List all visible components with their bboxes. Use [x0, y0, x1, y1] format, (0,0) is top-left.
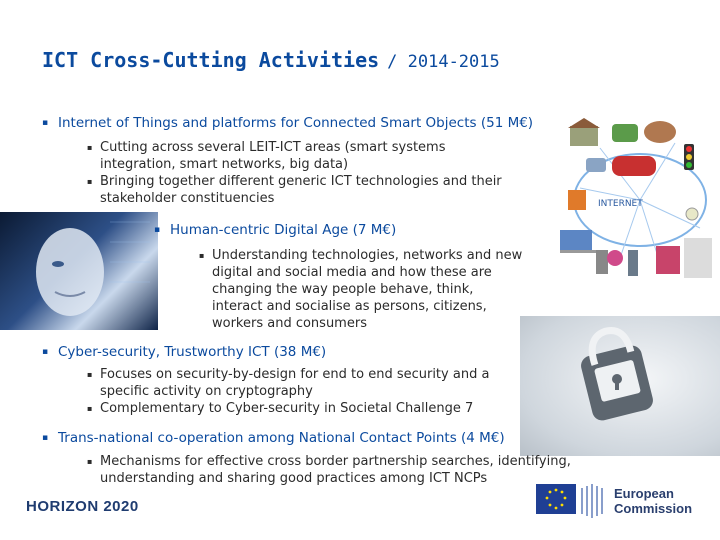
- bullet-cyber-security: ▪ Cyber-security, Trustworthy ICT (38 M€): [58, 344, 326, 360]
- sub-bullet-ncp-1: ▪ Mechanisms for effective cross border partnership searches, identifying, understanding and sharing good practices among ICT NCPs: [100, 453, 615, 487]
- iot-illustration: [560, 118, 720, 288]
- sub-bullet-cyber-1: ▪ Focuses on security-by-design for end to end security and a specific activity on cryptography: [100, 366, 520, 400]
- sub-bullet-iot-2: ▪ Bringing together different generic ICT technologies and their stakeholder constituencies: [100, 173, 510, 207]
- bullet-iot: ▪ Internet of Things and platforms for Connected Smart Objects (51 M€): [58, 115, 533, 131]
- eu-stars-icon: [536, 484, 576, 514]
- padlock-icon: [520, 316, 720, 456]
- robot-head-icon: [0, 212, 158, 330]
- commission-building-icon: [578, 480, 608, 520]
- iot-network-icon: [560, 118, 720, 288]
- eu-line-2: Commission: [614, 501, 693, 516]
- digital-face-image: [0, 212, 158, 330]
- sub-bullet-iot-1: ▪ Cutting across several LEIT-ICT areas (smart systems integration, smart networks, big data): [100, 139, 500, 173]
- horizon-2020-logo: [26, 498, 139, 515]
- eu-line-1: European: [614, 486, 674, 501]
- eu-flag-icon: [536, 484, 576, 514]
- sub-bullet-cyber-2: ▪ Complementary to Cyber-security in Societal Challenge 7: [100, 400, 520, 417]
- bullet-human-centric: ▪ Human-centric Digital Age (7 M€): [170, 222, 396, 238]
- internet-label: INTERNET: [598, 199, 643, 209]
- bullet-ncp: ▪ Trans-national co-operation among National Contact Points (4 M€): [58, 430, 505, 446]
- european-commission-logo: [614, 486, 692, 516]
- slide-title: [42, 48, 500, 72]
- building-lines-icon: [578, 480, 608, 520]
- slide-title-years: / 2014-2015: [387, 52, 500, 72]
- padlock-image: [520, 316, 720, 456]
- horizon-2020-text: HORIZON 2020: [26, 498, 139, 515]
- sub-bullet-human-centric-1: ▪ Understanding technologies, networks and new digital and social media and how these are changing the way people behave, think, interact and socialise as persons, citizens, workers and consumers: [212, 247, 524, 332]
- slide-title-text: ICT Cross-Cutting Activities: [42, 48, 380, 72]
